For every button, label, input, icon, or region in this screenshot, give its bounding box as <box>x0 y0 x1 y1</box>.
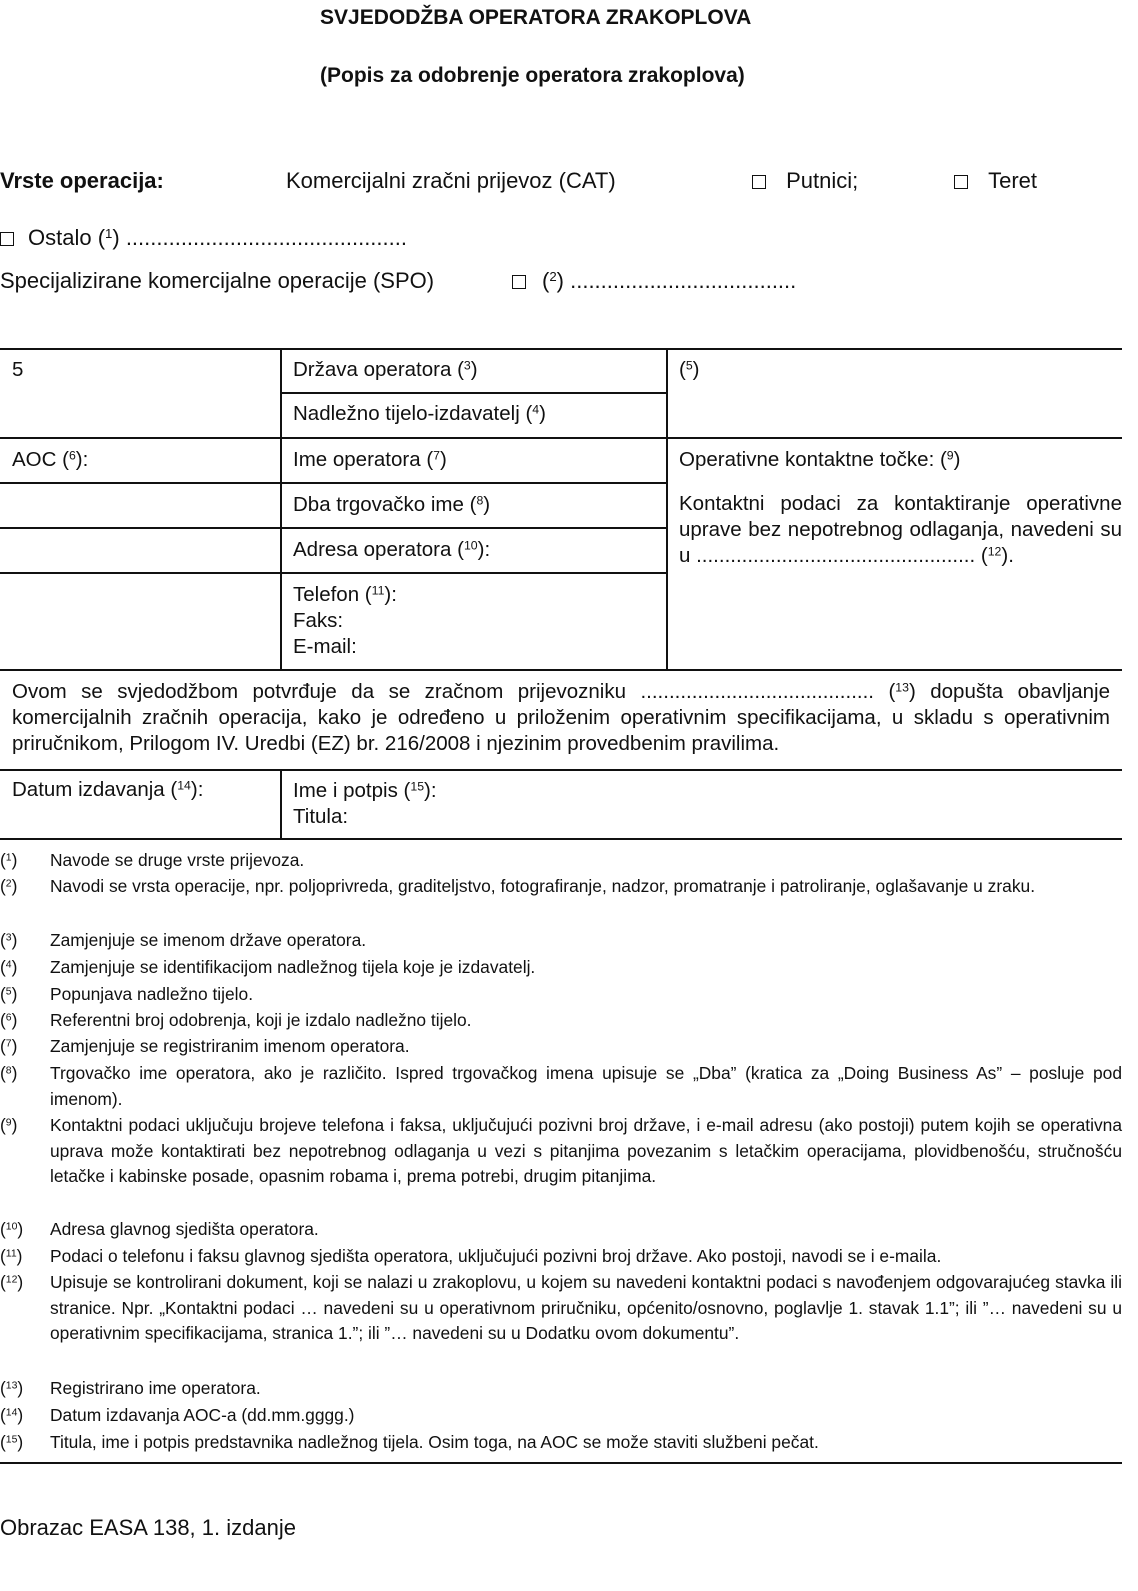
contacts-text: Kontaktni podaci za kontaktiranje operativne uprave bez nepotrebnog odlaganja, navedeni su u ................................................. ($^{12}$). <box>679 492 1122 567</box>
dba-field[interactable]: Dba trgovačko ime ($^8$) <box>293 493 491 516</box>
address-field[interactable]: Adresa operatora ($^{10}$): <box>293 538 491 561</box>
operations-label: Vrste operacija: <box>0 168 164 193</box>
table-rule <box>0 769 1122 771</box>
contacts-label: Operativne kontaktne točke: ( <box>679 448 947 471</box>
table-rule <box>0 669 1122 671</box>
footnote-2: ($^2$) Navodi se vrsta operacije, npr. poljoprivreda, graditeljstvo, fotografiranje, nadzor, promatranje i patroliranje, oglašavanje u zraku. <box>0 876 1036 896</box>
title-label[interactable]: Titula: <box>293 805 349 828</box>
table-rule <box>0 348 1122 350</box>
footnote-12: ($^{12}$) Upisuje se kontrolirani dokument, koji se nalazi u zrakoplovu, u kojem su navedeni kontaktni podaci s navođenjem odgovarajućeg stavka ili stranice. Npr. „Kontaktni podaci … navedeni su u operativnom priručniku, općenito/osnovno, poglavlje 1. stavak 1.1”; ili ”… navedeni su u operativnim specifikacijama, stranica 1.”; ili ”… navedeni su u Dodatku ovom dokumentu”. <box>0 1272 1122 1343</box>
authority-label: Nadležno tijelo-izdavatelj ( <box>293 402 533 425</box>
footnote-ref: 13 <box>895 680 909 695</box>
spo-option[interactable] <box>512 268 796 294</box>
other-checkbox[interactable] <box>0 232 14 246</box>
footnote-ref: 9 <box>946 448 954 463</box>
table-rule <box>0 527 667 529</box>
passengers-checkbox[interactable] <box>752 175 766 189</box>
aoc-label: AOC ( <box>12 448 69 471</box>
footnote-ref: 10 <box>463 538 478 553</box>
authority-field[interactable]: Nadležno tijelo-izdavatelj ($^4$) <box>293 402 546 425</box>
spo-label: Specijalizirane komercijalne operacije (SPO) <box>0 268 435 293</box>
fax-field[interactable]: Faks: <box>293 609 344 632</box>
cat-label: Komercijalni zračni prijevoz (CAT) <box>286 168 616 193</box>
phone-field[interactable]: Telefon ($^{11}$): <box>293 583 397 606</box>
phone-label: Telefon ( <box>293 583 372 606</box>
certification-part-a: Ovom se svjedodžbom potvrđuje da se zračnom prijevozniku ......................................... ( <box>12 680 896 703</box>
other-label: Ostalo ( <box>28 225 106 250</box>
spo-checkbox[interactable] <box>512 275 526 289</box>
contacts-body: Kontaktni podaci za kontaktiranje operativne uprave bez nepotrebnog odlaganja, navedeni su u ................................................. ( <box>679 492 1122 567</box>
other-dots: ) .............................................. <box>112 225 407 250</box>
signature-label: Ime i potpis ( <box>293 779 411 802</box>
table-rule <box>280 769 282 839</box>
footnote-ref: 6 <box>68 448 76 463</box>
footnote-13: ($^{13}$) Registrirano ime operatora. <box>0 1378 261 1398</box>
passengers-option[interactable] <box>752 168 858 194</box>
footnote-11: ($^{11}$) Podaci o telefonu i faksu glavnog sjedišta operatora, uključujući pozivni broj države. Ako postoji, navodi se i e-maila. <box>0 1246 942 1266</box>
form-number: 5 <box>12 358 24 381</box>
state-label: Država operatora ( <box>293 358 464 381</box>
footnote-ref: 11 <box>371 583 385 598</box>
communication-fields[interactable] <box>293 582 653 660</box>
footnote-1: ($^1$) Navode se druge vrste prijevoza. <box>0 850 305 870</box>
dba-label: Dba trgovačko ime ( <box>293 493 477 516</box>
passengers-label: Putnici; <box>786 168 859 193</box>
other-option[interactable] <box>0 225 407 251</box>
footnote-ref: 1 <box>105 225 113 241</box>
footnote-ref: 15 <box>410 779 425 794</box>
footnote-ref: 4 <box>532 402 540 417</box>
spo-open: ( <box>542 268 550 293</box>
footnote-ref: 14 <box>177 778 191 793</box>
spo-dots: ) ..................................... <box>556 268 797 293</box>
table-rule <box>666 348 668 670</box>
signature-field[interactable] <box>293 778 437 830</box>
footnote-ref: 2 <box>549 268 557 284</box>
address-label: Adresa operatora ( <box>293 538 464 561</box>
state-field[interactable]: Država operatora ($^3$) <box>293 358 478 381</box>
footnote-15: ($^{15}$) Titula, ime i potpis predstavnika nadležnog tijela. Osim toga, na AOC se može staviti službeni pečat. <box>0 1432 819 1452</box>
signature-line: Ime i potpis ($^{15}$): <box>293 779 437 802</box>
footnote-5: ($^5$) Popunjava nadležno tijelo. <box>0 984 254 1004</box>
certification-part-b: ) dopušta obavljanje komercijalnih zračnih operacija, kako je određeno u priloženim operativnim specifikacijama, u skladu s operativnim priručnikom, Prilogom IV. Uredbi (EZ) br. 216/2008 i njezinim provedbenim pravilima. <box>12 680 1110 755</box>
cargo-option[interactable] <box>954 168 1037 194</box>
footnote-4: ($^4$) Zamjenjuje se identifikacijom nadležnog tijela koje je izdavatelj. <box>0 957 536 977</box>
cargo-checkbox[interactable] <box>954 175 968 189</box>
table-rule <box>0 838 1122 840</box>
footnote-ref: 12 <box>987 544 1002 559</box>
footnote-ref: 8 <box>476 493 484 508</box>
issue-date-label: Datum izdavanja ( <box>12 778 178 801</box>
operator-name-field[interactable]: Ime operatora ($^7$) <box>293 448 447 471</box>
footnote-ref: 3 <box>463 358 471 373</box>
footnote-9: ($^9$) Kontaktni podaci uključuju brojeve telefona i faksa, uključujući pozivni broj države, i e-mail adresu (ako postoji) putem kojih se operativna uprava može kontaktirati bez nepotrebnog odlaganja u vezi s pitanjima povezanim s letačkim operacijama, plovidbenošću, stručnošću letačke i kabinske posade, opasnim robama i, prema potrebi, drugim pitanjima. <box>0 1115 1122 1186</box>
footnote-14: ($^{14}$) Datum izdavanja AOC-a (dd.mm.gggg.) <box>0 1405 355 1425</box>
footnote-8: ($^8$) Trgovačko ime operatora, ako je različito. Ispred trgovačkog imena upisuje se „Dba” (kratica za „Doing Business As” – posluje pod imenom). <box>0 1063 1122 1109</box>
footnote-ref: 7 <box>433 448 440 463</box>
table-rule <box>0 572 667 574</box>
table-rule <box>281 392 667 394</box>
operator-name-label: Ime operatora ( <box>293 448 434 471</box>
page-subtitle: (Popis za odobrenje operatora zrakoplova) <box>320 64 745 87</box>
footnotes-rule <box>0 1462 1122 1464</box>
footnote-10: ($^{10}$) Adresa glavnog sjedišta operatora. <box>0 1219 319 1239</box>
authority-note-open: ( <box>679 358 686 381</box>
certification-text <box>12 679 1110 757</box>
form-id: Obrazac EASA 138, 1. izdanje <box>0 1515 296 1540</box>
page-title: SVJEDODŽBA OPERATORA ZRAKOPLOVA <box>320 6 752 29</box>
footnote-6: ($^6$) Referentni broj odobrenja, koji je izdalo nadležno tijelo. <box>0 1010 472 1030</box>
cargo-label: Teret <box>988 168 1038 193</box>
table-rule <box>0 437 1122 439</box>
contacts-heading: Operativne kontaktne točke: ($^9$) <box>679 448 961 471</box>
table-rule <box>280 348 282 670</box>
email-field[interactable]: E-mail: <box>293 635 357 658</box>
table-rule <box>0 482 667 484</box>
authority-note: ($^5$) <box>679 358 700 381</box>
footnote-7: ($^7$) Zamjenjuje se registriranim imenom operatora. <box>0 1036 410 1056</box>
footnote-3: ($^3$) Zamjenjuje se imenom države operatora. <box>0 930 367 950</box>
aoc-field[interactable]: AOC ($^6$): <box>12 448 89 471</box>
issue-date-field[interactable]: Datum izdavanja ($^{14}$): <box>12 778 204 801</box>
footnote-ref: 5 <box>685 358 693 373</box>
